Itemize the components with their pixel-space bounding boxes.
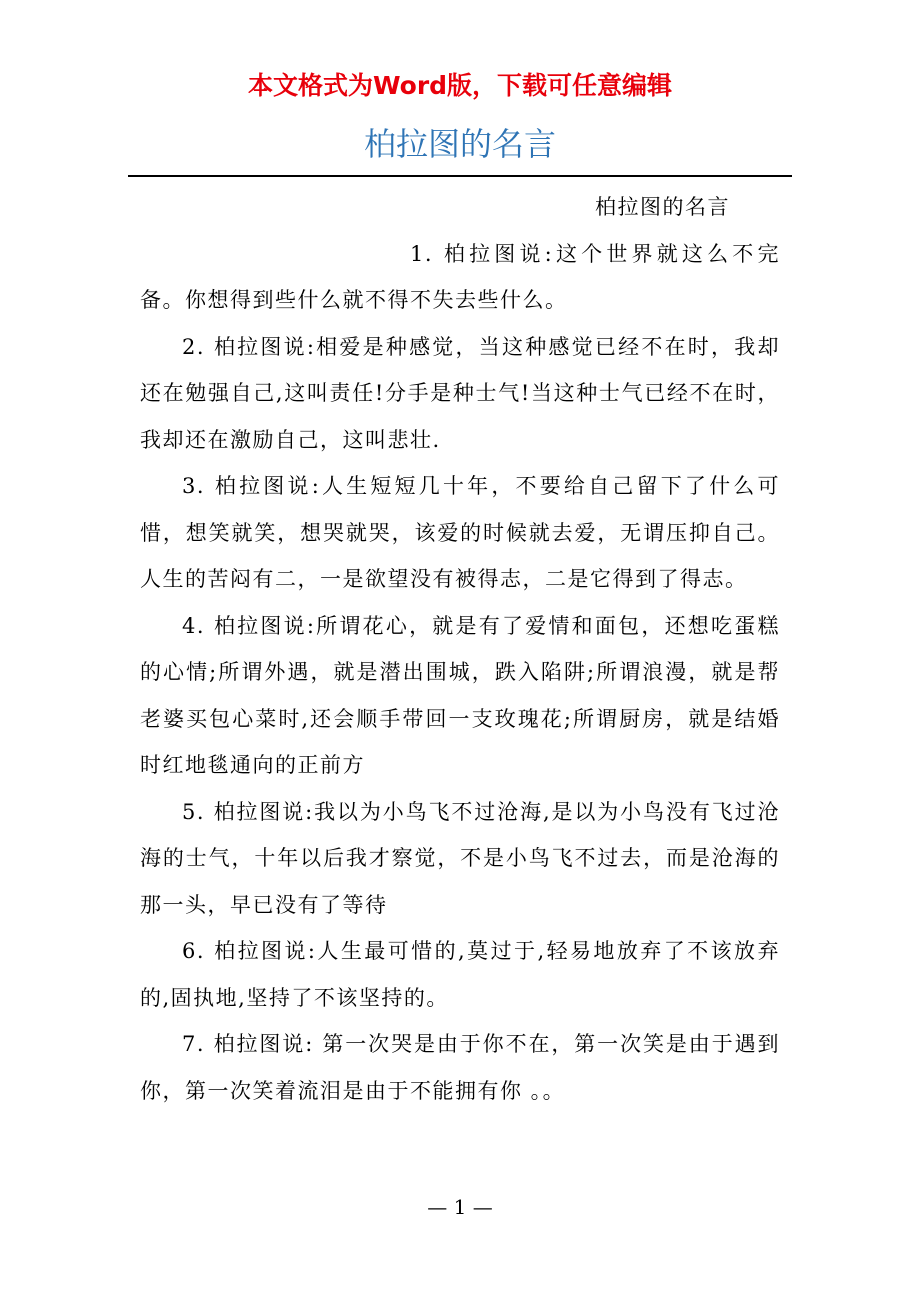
quote-paragraph-5: 5. 柏拉图说:我以为小鸟飞不过沧海,是以为小鸟没有飞过沧海的士气，十年以后我才察觉，不是小鸟飞不过去，而是沧海的那一头，早已没有了等待 xyxy=(140,799,780,917)
format-notice-banner: 本文格式为Word版，下载可任意编辑 xyxy=(247,71,673,100)
quote-paragraph-1: 1. 柏拉图说:这个世界就这么不完备。你想得到些什么就不得不失去些什么。 xyxy=(140,241,780,312)
title-divider xyxy=(128,175,792,177)
quote-paragraph-2: 2. 柏拉图说:相爱是种感觉，当这种感觉已经不在时，我却还在勉强自己,这叫责任!分手是种士气!当这种士气已经不在时，我却还在激励自己，这叫悲壮. xyxy=(140,334,780,452)
quote-paragraph-7: 7. 柏拉图说: 第一次哭是由于你不在，第一次笑是由于遇到你，第一次笑着流泪是由于不能拥有你 。。 xyxy=(140,1032,780,1103)
page-number: — 1 — xyxy=(427,1195,493,1219)
body-subtitle: 柏拉图的名言 xyxy=(595,195,730,219)
document-body xyxy=(140,184,780,1114)
quote-paragraph-6: 6. 柏拉图说:人生最可惜的,莫过于,轻易地放弃了不该放弃的,固执地,坚持了不该坚持的。 xyxy=(140,939,780,1010)
quote-paragraph-4: 4. 柏拉图说:所谓花心，就是有了爱情和面包，还想吃蛋糕的心情;所谓外遇，就是潜出围城，跌入陷阱;所谓浪漫，就是帮老婆买包心菜时,还会顺手带回一支玫瑰花;所谓厨房，就是结婚时红地毯通向的正前方 xyxy=(140,613,780,777)
quote-paragraph-3: 3. 柏拉图说:人生短短几十年，不要给自己留下了什么可惜，想笑就笑，想哭就哭，该爱的时候就去爱，无谓压抑自己。人生的苦闷有二，一是欲望没有被得志，二是它得到了得志。 xyxy=(140,474,780,591)
document-title: 柏拉图的名言 xyxy=(363,125,556,163)
